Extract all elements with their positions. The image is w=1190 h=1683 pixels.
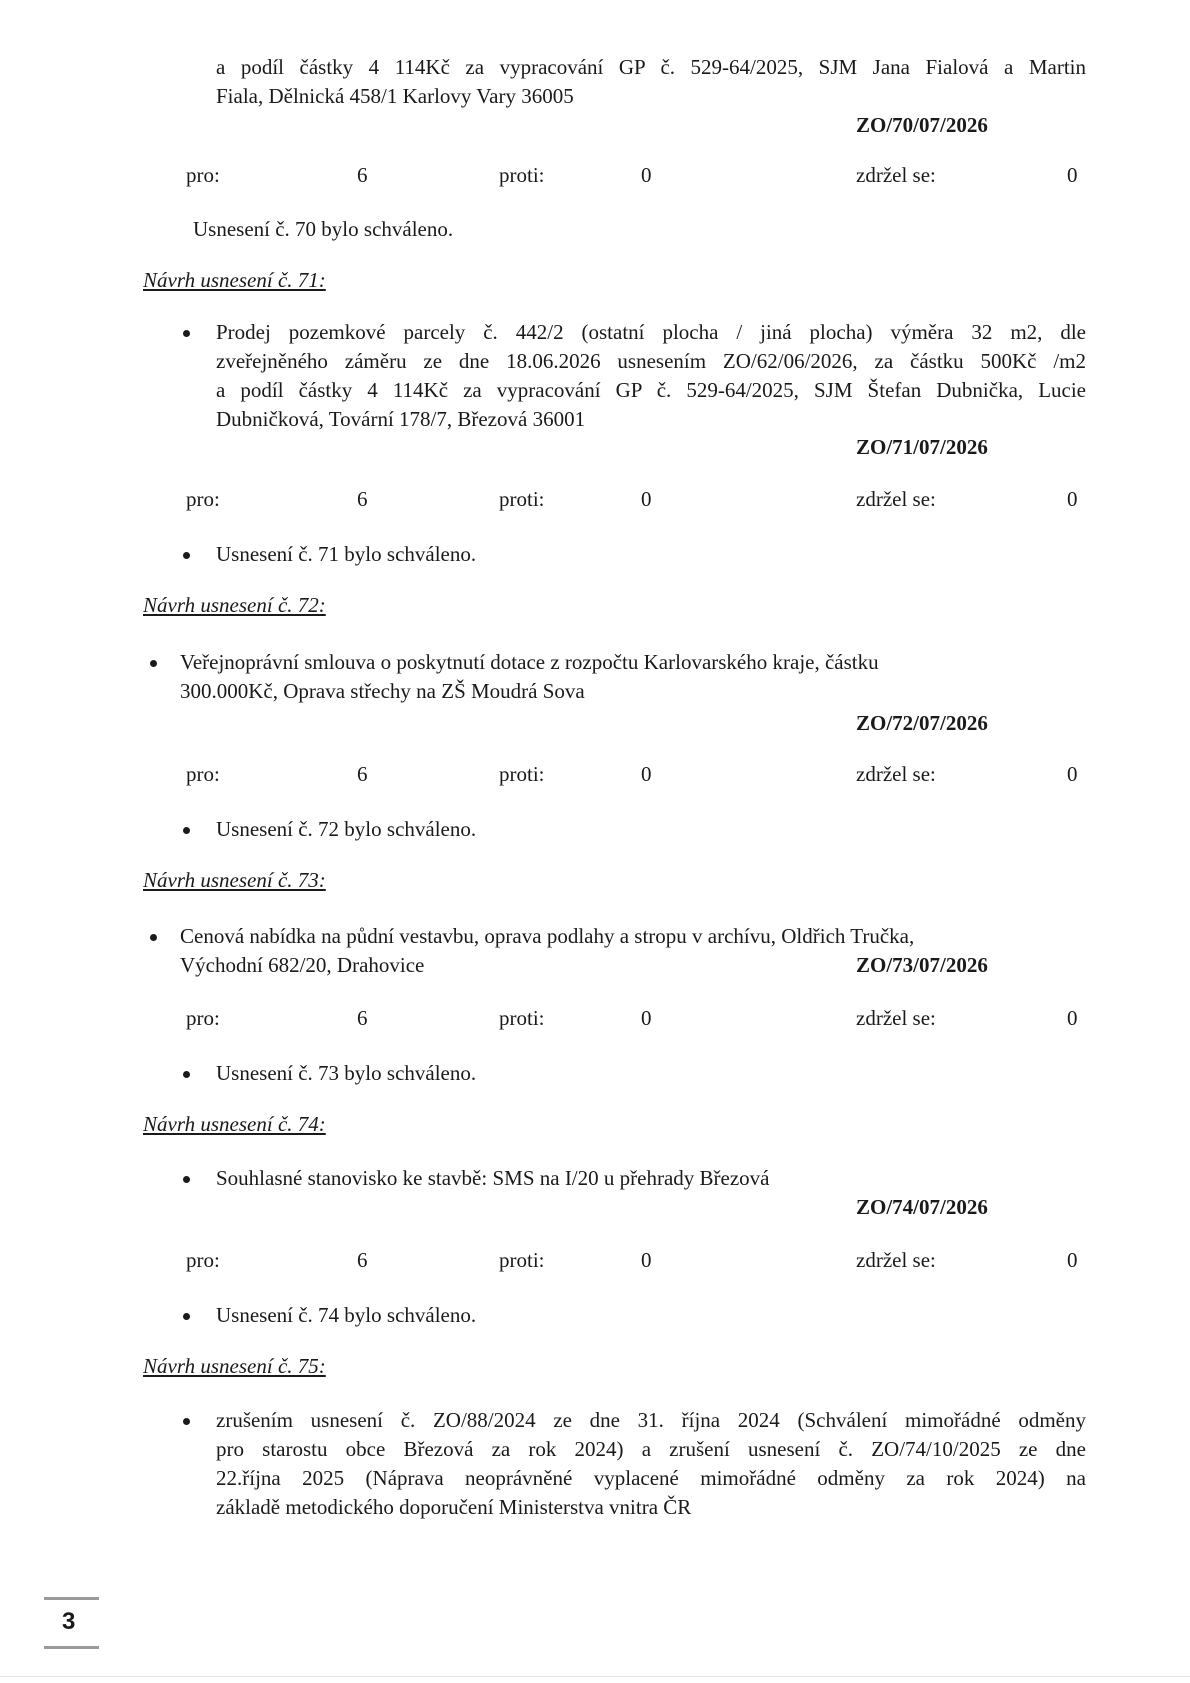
text-73-line-2: Východní 682/20, Drahovice — [180, 953, 425, 977]
bullet-result-72 — [183, 827, 190, 834]
page-number-rule-bottom — [44, 1646, 99, 1649]
vote-row-73 — [0, 1004, 1190, 1033]
vote-pro-value: 6 — [357, 487, 368, 511]
vote-pro-label: pro: — [186, 163, 220, 187]
page-number-rule-top — [44, 1597, 99, 1600]
vote-pro-label: pro: — [186, 487, 220, 511]
vote-zdrzel-label: zdržel se: — [856, 1248, 936, 1272]
vote-pro-value: 6 — [357, 762, 368, 786]
heading-71: Návrh usnesení č. 71: — [143, 268, 326, 292]
vote-row-72 — [0, 760, 1190, 789]
resolution-code-72: ZO/72/07/2026 — [856, 711, 988, 735]
heading-72: Návrh usnesení č. 72: — [143, 593, 326, 617]
bullet-74 — [183, 1176, 190, 1183]
text-75-line-3: 22.října 2025 (Náprava neoprávněné vyplacené mimořádné odměny za rok 2024) na — [216, 1466, 1086, 1490]
text-71-line-1: Prodej pozemkové parcely č. 442/2 (ostatní plocha / jiná plocha) výměra 32 m2, dle — [216, 320, 1086, 344]
text-75-line-1: zrušením usnesení č. ZO/88/2024 ze dne 31. října 2024 (Schválení mimořádné odměny — [216, 1408, 1086, 1432]
vote-pro-value: 6 — [357, 163, 368, 187]
result-72: Usnesení č. 72 bylo schváleno. — [216, 817, 477, 841]
vote-proti-label: proti: — [499, 1006, 545, 1030]
text-72-line-1: Veřejnoprávní smlouva o poskytnutí dotace z rozpočtu Karlovarského kraje, částku — [180, 650, 879, 674]
result-71: Usnesení č. 71 bylo schváleno. — [216, 542, 477, 566]
vote-proti-label: proti: — [499, 762, 545, 786]
resolution-code-73: ZO/73/07/2026 — [856, 953, 988, 977]
bullet-71 — [183, 330, 190, 337]
vote-zdrzel-label: zdržel se: — [856, 762, 936, 786]
vote-proti-value: 0 — [641, 1006, 652, 1030]
heading-75: Návrh usnesení č. 75: — [143, 1354, 326, 1378]
bullet-result-74 — [183, 1313, 190, 1320]
result-70: Usnesení č. 70 bylo schváleno. — [193, 217, 454, 241]
intro-line-2: Fiala, Dělnická 458/1 Karlovy Vary 36005 — [216, 84, 574, 108]
vote-pro-label: pro: — [186, 1248, 220, 1272]
text-75-line-2: pro starostu obce Březová za rok 2024) a zrušení usnesení č. ZO/74/10/2025 ze dne — [216, 1437, 1086, 1461]
vote-row-74 — [0, 1246, 1190, 1275]
vote-pro-label: pro: — [186, 1006, 220, 1030]
text-74-line-1: Souhlasné stanovisko ke stavbě: SMS na I/20 u přehrady Březová — [216, 1166, 770, 1190]
result-73: Usnesení č. 73 bylo schváleno. — [216, 1061, 477, 1085]
bullet-75 — [183, 1418, 190, 1425]
heading-74: Návrh usnesení č. 74: — [143, 1112, 326, 1136]
vote-proti-value: 0 — [641, 487, 652, 511]
vote-zdrzel-value: 0 — [1067, 487, 1078, 511]
vote-proti-label: proti: — [499, 487, 545, 511]
vote-zdrzel-label: zdržel se: — [856, 487, 936, 511]
vote-pro-value: 6 — [357, 1006, 368, 1030]
vote-zdrzel-label: zdržel se: — [856, 163, 936, 187]
result-74: Usnesení č. 74 bylo schváleno. — [216, 1303, 477, 1327]
vote-zdrzel-value: 0 — [1067, 1248, 1078, 1272]
page-number: 3 — [62, 1608, 76, 1635]
vote-row-71 — [0, 485, 1190, 514]
text-71-line-3: a podíl částky 4 114Kč za vypracování GP č. 529-64/2025, SJM Štefan Dubnička, Lucie — [216, 378, 1086, 402]
bullet-72 — [150, 660, 157, 667]
vote-pro-value: 6 — [357, 1248, 368, 1272]
vote-zdrzel-label: zdržel se: — [856, 1006, 936, 1030]
bullet-result-71 — [183, 552, 190, 559]
text-71-line-2: zveřejněného záměru ze dne 18.06.2026 usnesením ZO/62/06/2026, za částku 500Kč /m2 — [216, 349, 1086, 373]
resolution-code-71: ZO/71/07/2026 — [856, 435, 988, 459]
resolution-code-70: ZO/70/07/2026 — [856, 113, 988, 137]
bullet-73 — [150, 934, 157, 941]
vote-zdrzel-value: 0 — [1067, 762, 1078, 786]
bullet-result-73 — [183, 1071, 190, 1078]
intro-line-1: a podíl částky 4 114Kč za vypracování GP č. 529-64/2025, SJM Jana Fialová a Martin — [216, 55, 1086, 79]
text-72-line-2: 300.000Kč, Oprava střechy na ZŠ Moudrá Sova — [180, 679, 585, 703]
text-73-line-1: Cenová nabídka na půdní vestavbu, oprava podlahy a stropu v archívu, Oldřich Tručka, — [180, 924, 915, 948]
vote-proti-label: proti: — [499, 163, 545, 187]
page-bottom-edge — [0, 1676, 1190, 1677]
vote-proti-value: 0 — [641, 762, 652, 786]
vote-row-70 — [0, 161, 1190, 190]
vote-zdrzel-value: 0 — [1067, 163, 1078, 187]
vote-proti-value: 0 — [641, 163, 652, 187]
vote-proti-value: 0 — [641, 1248, 652, 1272]
heading-73: Návrh usnesení č. 73: — [143, 868, 326, 892]
vote-pro-label: pro: — [186, 762, 220, 786]
text-71-line-4: Dubničková, Tovární 178/7, Březová 36001 — [216, 407, 586, 431]
vote-proti-label: proti: — [499, 1248, 545, 1272]
resolution-code-74: ZO/74/07/2026 — [856, 1195, 988, 1219]
text-75-line-4: základě metodického doporučení Ministerstva vnitra ČR — [216, 1495, 692, 1519]
vote-zdrzel-value: 0 — [1067, 1006, 1078, 1030]
